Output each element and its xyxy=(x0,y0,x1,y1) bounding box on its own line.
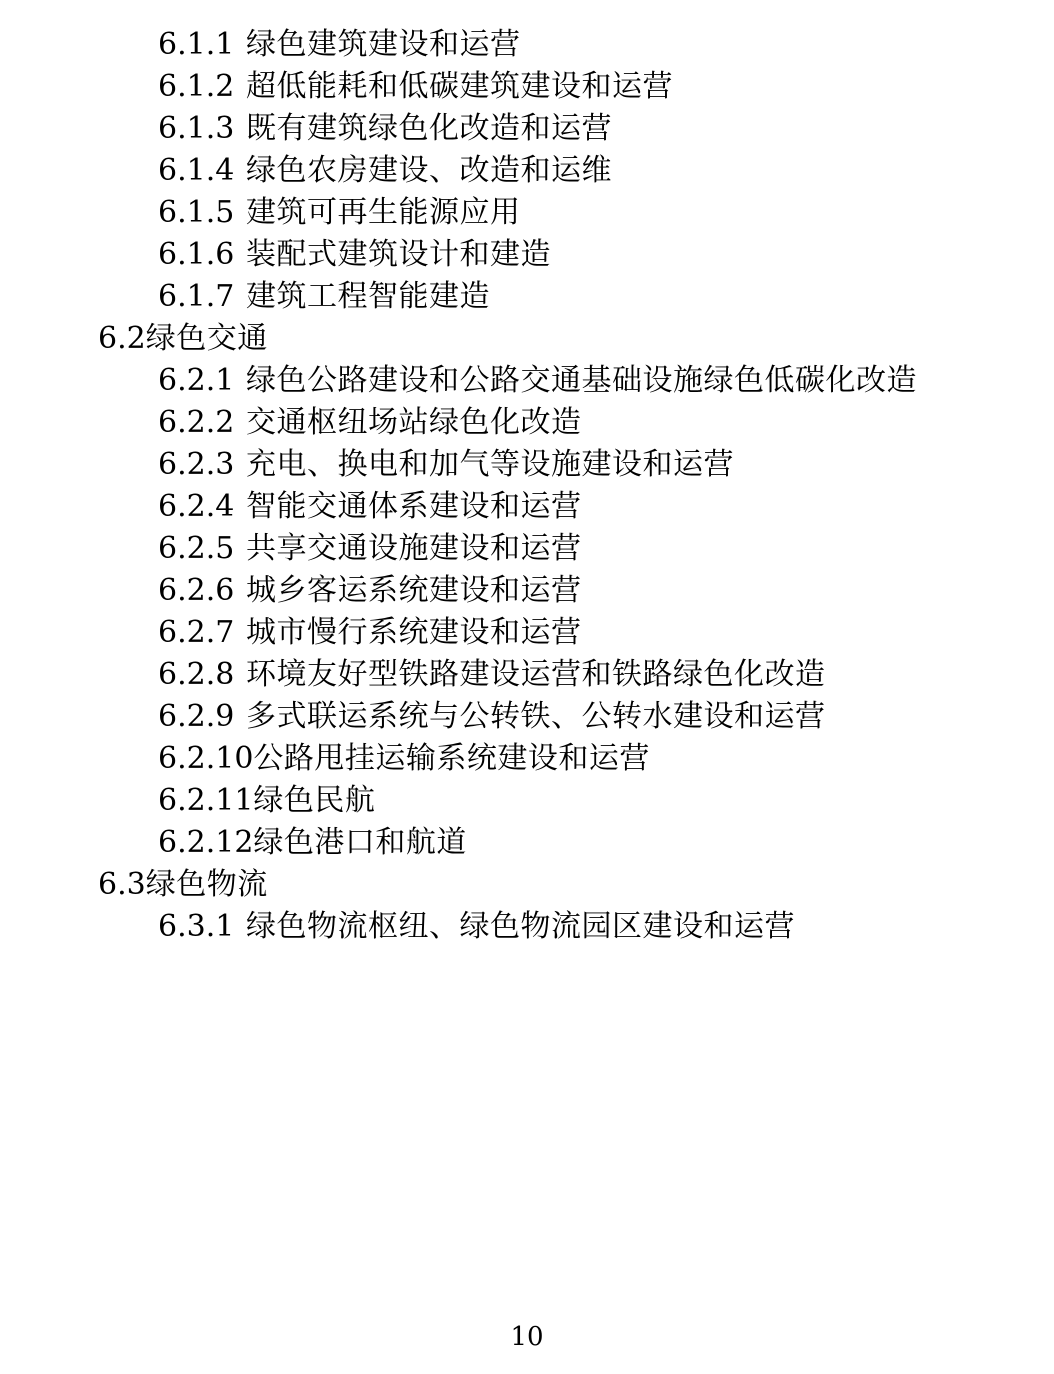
toc-entry xyxy=(158,783,994,818)
toc-entry-title: 智能交通体系建设和运营 xyxy=(246,489,582,524)
toc-entry-number: 6.1.6 xyxy=(158,237,235,272)
toc-entry-number: 6.1.2 xyxy=(158,69,235,104)
toc-entry-number: 6.2.6 xyxy=(158,573,235,608)
toc-entry-title: 环境友好型铁路建设运营和铁路绿色化改造 xyxy=(246,657,826,692)
toc-entry-number: 6.3.1 xyxy=(158,909,235,944)
toc-entry-title: 既有建筑绿色化改造和运营 xyxy=(246,111,612,146)
toc-entry xyxy=(158,825,994,860)
toc-entry xyxy=(158,111,994,146)
toc-entry xyxy=(158,741,994,776)
toc-entry xyxy=(158,909,994,944)
toc-entry-number: 6.1.7 xyxy=(158,279,235,314)
toc-entry-number: 6.2.3 xyxy=(158,447,235,482)
toc-entry-title: 城市慢行系统建设和运营 xyxy=(246,615,582,650)
toc-entry xyxy=(158,531,994,566)
toc-entry-number: 6.2.8 xyxy=(158,657,235,692)
toc-entry xyxy=(158,405,994,440)
toc-entry xyxy=(158,153,994,188)
toc-entry-number: 6.2.4 xyxy=(158,489,235,524)
toc-entry-title: 绿色农房建设、改造和运维 xyxy=(246,153,612,188)
toc-entry-title: 绿色建筑建设和运营 xyxy=(246,27,521,62)
toc-entry xyxy=(158,489,994,524)
page-number: 10 xyxy=(510,1322,544,1352)
toc-entry-title: 多式联运系统与公转铁、公转水建设和运营 xyxy=(246,699,826,734)
toc-entry xyxy=(158,657,994,692)
toc-entry-title: 城乡客运系统建设和运营 xyxy=(246,573,582,608)
toc-section-title: 绿色交通 xyxy=(145,321,268,356)
toc-section xyxy=(98,321,994,356)
toc-section-title: 绿色物流 xyxy=(145,867,268,902)
toc-entry-number: 6.2.12 xyxy=(158,825,254,860)
toc-entry-number: 6.1.4 xyxy=(158,153,235,188)
toc-section-number: 6.3 xyxy=(98,867,146,902)
toc-entry-title: 绿色公路建设和公路交通基础设施绿色低碳化改造 xyxy=(246,363,917,398)
toc-entry xyxy=(158,279,994,314)
toc-entry-title: 绿色物流枢纽、绿色物流园区建设和运营 xyxy=(246,909,795,944)
toc-entry-number: 6.1.5 xyxy=(158,195,235,230)
toc-entry xyxy=(158,69,994,104)
toc-entry xyxy=(158,699,994,734)
toc-entry-number: 6.2.2 xyxy=(158,405,235,440)
toc-entry xyxy=(158,27,994,62)
toc-entry-title: 绿色民航 xyxy=(253,783,376,818)
toc-entry xyxy=(158,237,994,272)
toc-entry-number: 6.2.1 xyxy=(158,363,235,398)
toc-section xyxy=(98,867,994,902)
toc-entry-number: 6.2.9 xyxy=(158,699,235,734)
toc-entry-number: 6.2.11 xyxy=(158,783,254,818)
toc-entry-title: 共享交通设施建设和运营 xyxy=(246,531,582,566)
toc-entry xyxy=(158,195,994,230)
toc-entry-number: 6.2.5 xyxy=(158,531,235,566)
toc-entry-number: 6.2.10 xyxy=(158,741,254,776)
toc-entry-title: 绿色港口和航道 xyxy=(253,825,467,860)
toc-entry xyxy=(158,363,994,398)
toc-entry-title: 充电、换电和加气等设施建设和运营 xyxy=(246,447,734,482)
toc-entry-title: 建筑工程智能建造 xyxy=(246,279,490,314)
toc-entry-title: 公路甩挂运输系统建设和运营 xyxy=(253,741,650,776)
toc-list xyxy=(60,10,994,942)
toc-entry xyxy=(158,615,994,650)
toc-entry xyxy=(158,447,994,482)
toc-entry-number: 6.1.3 xyxy=(158,111,235,146)
toc-entry-title: 超低能耗和低碳建筑建设和运营 xyxy=(246,69,673,104)
toc-entry-title: 建筑可再生能源应用 xyxy=(246,195,521,230)
toc-entry-title: 交通枢纽场站绿色化改造 xyxy=(246,405,582,440)
toc-section-number: 6.2 xyxy=(98,321,146,356)
toc-entry xyxy=(158,573,994,608)
toc-entry-number: 6.2.7 xyxy=(158,615,235,650)
toc-entry-number: 6.1.1 xyxy=(158,27,235,62)
toc-entry-title: 装配式建筑设计和建造 xyxy=(246,237,551,272)
